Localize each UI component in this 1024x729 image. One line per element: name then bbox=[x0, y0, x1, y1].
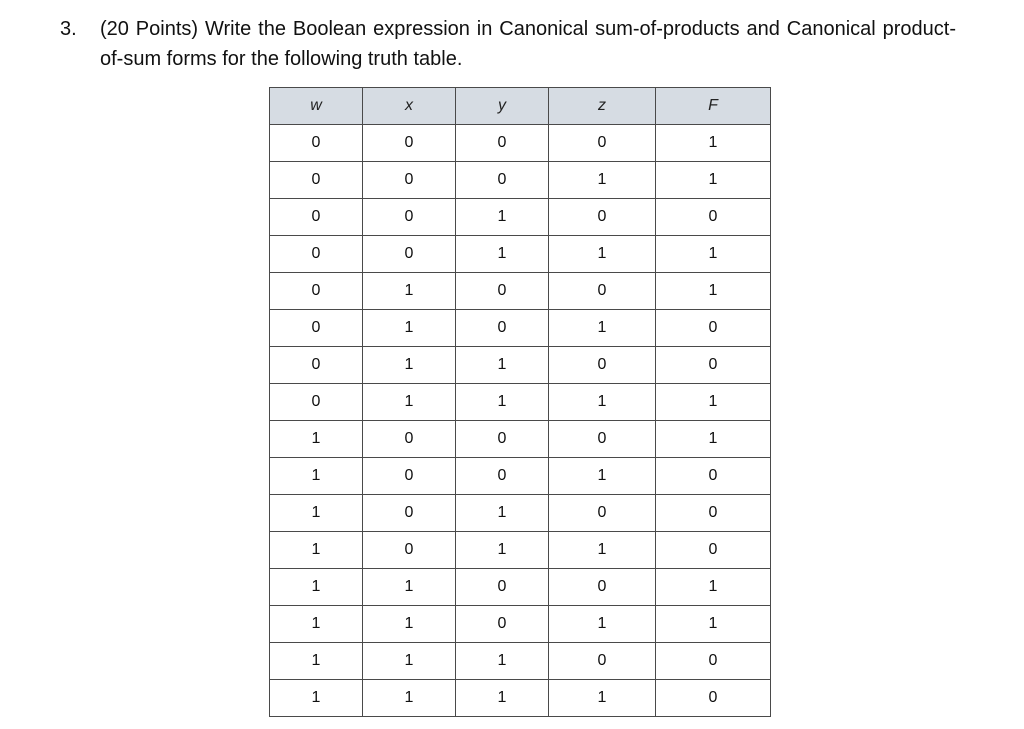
truth-table-body bbox=[270, 125, 771, 717]
cell-y: 1 bbox=[456, 347, 549, 384]
cell-f: 1 bbox=[656, 162, 771, 199]
cell-y: 1 bbox=[456, 643, 549, 680]
cell-w: 1 bbox=[270, 680, 363, 717]
table-row bbox=[270, 532, 771, 569]
cell-y: 0 bbox=[456, 606, 549, 643]
cell-z: 0 bbox=[549, 643, 656, 680]
cell-f: 1 bbox=[656, 606, 771, 643]
cell-z: 1 bbox=[549, 310, 656, 347]
cell-w: 1 bbox=[270, 495, 363, 532]
cell-f: 0 bbox=[656, 495, 771, 532]
cell-f: 0 bbox=[656, 310, 771, 347]
cell-f: 1 bbox=[656, 273, 771, 310]
cell-w: 0 bbox=[270, 125, 363, 162]
table-row bbox=[270, 569, 771, 606]
question-number: 3. bbox=[60, 18, 77, 40]
cell-x: 1 bbox=[363, 384, 456, 421]
table-row bbox=[270, 384, 771, 421]
cell-w: 1 bbox=[270, 606, 363, 643]
table-row bbox=[270, 310, 771, 347]
cell-z: 1 bbox=[549, 236, 656, 273]
cell-z: 0 bbox=[549, 273, 656, 310]
table-row bbox=[270, 680, 771, 717]
cell-x: 1 bbox=[363, 569, 456, 606]
table-row bbox=[270, 495, 771, 532]
table-row bbox=[270, 421, 771, 458]
cell-z: 1 bbox=[549, 680, 656, 717]
cell-w: 1 bbox=[270, 643, 363, 680]
cell-z: 0 bbox=[549, 495, 656, 532]
cell-f: 1 bbox=[656, 421, 771, 458]
cell-z: 1 bbox=[549, 532, 656, 569]
cell-f: 0 bbox=[656, 532, 771, 569]
cell-f: 0 bbox=[656, 680, 771, 717]
cell-f: 0 bbox=[656, 643, 771, 680]
cell-x: 0 bbox=[363, 495, 456, 532]
column-header-f: F bbox=[656, 88, 771, 125]
cell-w: 0 bbox=[270, 347, 363, 384]
cell-x: 1 bbox=[363, 347, 456, 384]
table-row bbox=[270, 458, 771, 495]
cell-x: 1 bbox=[363, 680, 456, 717]
cell-y: 1 bbox=[456, 680, 549, 717]
question-text: (20 Points) Write the Boolean expression in Canonical sum-of-products and Canonical product-of-sum forms for the following truth table. bbox=[100, 18, 956, 70]
cell-y: 0 bbox=[456, 273, 549, 310]
cell-x: 1 bbox=[363, 273, 456, 310]
cell-y: 0 bbox=[456, 458, 549, 495]
cell-w: 1 bbox=[270, 532, 363, 569]
cell-x: 1 bbox=[363, 606, 456, 643]
cell-f: 1 bbox=[656, 236, 771, 273]
column-header-y: y bbox=[456, 88, 549, 125]
cell-z: 1 bbox=[549, 606, 656, 643]
cell-f: 1 bbox=[656, 125, 771, 162]
cell-f: 1 bbox=[656, 384, 771, 421]
truth-table bbox=[269, 87, 771, 717]
cell-f: 1 bbox=[656, 569, 771, 606]
table-row bbox=[270, 643, 771, 680]
table-row bbox=[270, 606, 771, 643]
cell-z: 1 bbox=[549, 458, 656, 495]
cell-w: 1 bbox=[270, 569, 363, 606]
column-header-x: x bbox=[363, 88, 456, 125]
cell-y: 0 bbox=[456, 162, 549, 199]
cell-y: 1 bbox=[456, 236, 549, 273]
cell-f: 0 bbox=[656, 347, 771, 384]
cell-x: 0 bbox=[363, 532, 456, 569]
cell-f: 0 bbox=[656, 199, 771, 236]
cell-z: 0 bbox=[549, 421, 656, 458]
cell-y: 0 bbox=[456, 569, 549, 606]
cell-x: 0 bbox=[363, 199, 456, 236]
column-header-z: z bbox=[549, 88, 656, 125]
cell-w: 0 bbox=[270, 236, 363, 273]
cell-y: 0 bbox=[456, 310, 549, 347]
table-row bbox=[270, 236, 771, 273]
cell-x: 0 bbox=[363, 236, 456, 273]
cell-y: 0 bbox=[456, 421, 549, 458]
cell-y: 0 bbox=[456, 125, 549, 162]
cell-w: 1 bbox=[270, 421, 363, 458]
cell-z: 0 bbox=[549, 569, 656, 606]
cell-z: 1 bbox=[549, 384, 656, 421]
table-row bbox=[270, 273, 771, 310]
table-row bbox=[270, 162, 771, 199]
cell-z: 0 bbox=[549, 347, 656, 384]
cell-x: 0 bbox=[363, 421, 456, 458]
cell-w: 0 bbox=[270, 273, 363, 310]
cell-x: 0 bbox=[363, 458, 456, 495]
cell-z: 0 bbox=[549, 125, 656, 162]
cell-w: 1 bbox=[270, 458, 363, 495]
table-row bbox=[270, 347, 771, 384]
column-header-w: w bbox=[270, 88, 363, 125]
truth-table-header-row bbox=[270, 88, 771, 125]
cell-x: 1 bbox=[363, 310, 456, 347]
cell-y: 1 bbox=[456, 532, 549, 569]
cell-w: 0 bbox=[270, 310, 363, 347]
cell-w: 0 bbox=[270, 199, 363, 236]
cell-w: 0 bbox=[270, 162, 363, 199]
cell-z: 1 bbox=[549, 162, 656, 199]
cell-f: 0 bbox=[656, 458, 771, 495]
cell-x: 0 bbox=[363, 125, 456, 162]
cell-x: 1 bbox=[363, 643, 456, 680]
cell-y: 1 bbox=[456, 384, 549, 421]
table-row bbox=[270, 199, 771, 236]
cell-y: 1 bbox=[456, 199, 549, 236]
cell-w: 0 bbox=[270, 384, 363, 421]
cell-y: 1 bbox=[456, 495, 549, 532]
cell-z: 0 bbox=[549, 199, 656, 236]
table-row bbox=[270, 125, 771, 162]
cell-x: 0 bbox=[363, 162, 456, 199]
